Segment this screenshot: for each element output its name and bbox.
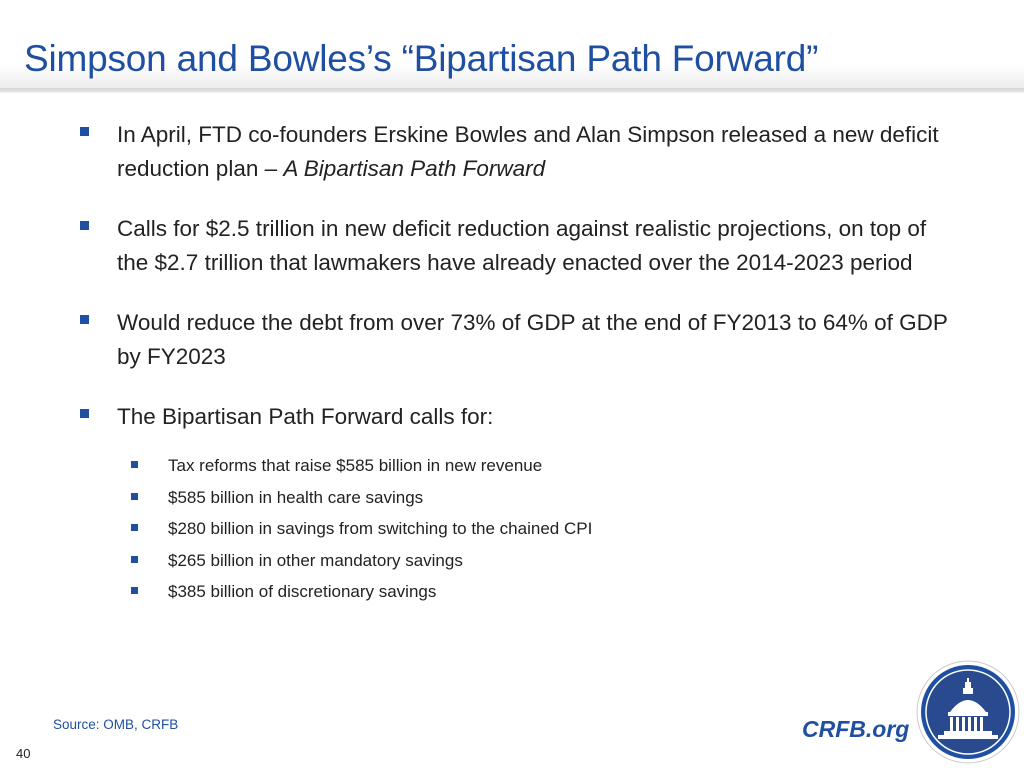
- bullet-item: [80, 118, 960, 186]
- sub-bullet-item: [80, 576, 960, 608]
- bullet-item: [80, 400, 960, 434]
- bullet-square-icon: [80, 127, 89, 136]
- sub-bullet-item: [80, 482, 960, 514]
- bullet-square-icon: [131, 587, 138, 594]
- bullet-square-icon: [80, 409, 89, 418]
- bullet-square-icon: [131, 461, 138, 468]
- bullet-emphasis: A Bipartisan Path Forward: [283, 156, 546, 181]
- bullet-text: Calls for $2.5 trillion in new deficit reduction against realistic projections, on top of the $2.7 trillion that lawmakers have already enacted over the 2014-2023 period: [117, 216, 927, 275]
- slide-content: [80, 118, 960, 608]
- bullet-square-icon: [131, 524, 138, 531]
- slide-title: Simpson and Bowles’s “Bipartisan Path Forward”: [24, 38, 819, 79]
- title-divider: [0, 88, 1024, 94]
- bullet-square-icon: [80, 315, 89, 324]
- bullet-square-icon: [131, 556, 138, 563]
- sub-bullet-item: [80, 450, 960, 482]
- bullet-item: [80, 212, 960, 280]
- sub-bullet-item: [80, 513, 960, 545]
- bullet-square-icon: [80, 221, 89, 230]
- bullet-item: [80, 306, 960, 374]
- capitol-dome-seal-icon: [916, 660, 1020, 764]
- bullet-text: The Bipartisan Path Forward calls for:: [117, 404, 494, 429]
- sub-bullet-item: [80, 545, 960, 577]
- sub-bullet-text: Tax reforms that raise $585 billion in new revenue: [168, 456, 543, 475]
- sub-bullet-text: $265 billion in other mandatory savings: [168, 550, 463, 570]
- source-note: Source: OMB, CRFB: [53, 717, 179, 732]
- brand-link[interactable]: CRFB.org: [802, 716, 910, 742]
- sub-bullet-text: $585 billion in health care savings: [168, 487, 424, 507]
- sub-bullet-list: [80, 450, 960, 608]
- sub-bullet-text: $385 billion of discretionary savings: [168, 582, 437, 601]
- bullet-text: In April, FTD co-founders Erskine Bowles and Alan Simpson released a new deficit reduction plan –: [117, 122, 939, 181]
- bullet-square-icon: [131, 493, 138, 500]
- bullet-text: Would reduce the debt from over 73% of GDP at the end of FY2013 to 64% of GDP by FY2023: [117, 310, 948, 369]
- page-number: 40: [16, 746, 31, 761]
- sub-bullet-text: $280 billion in savings from switching to the chained CPI: [168, 519, 593, 538]
